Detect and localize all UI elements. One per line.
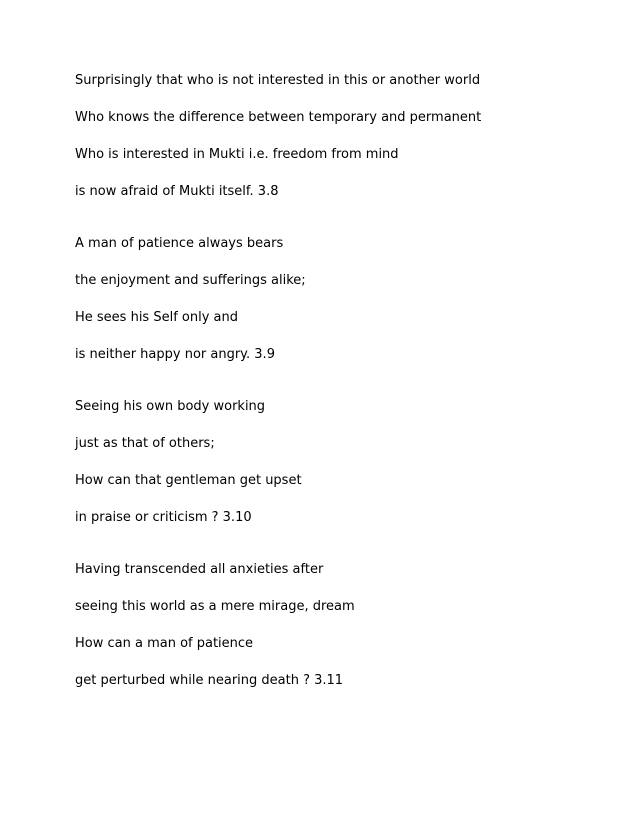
verse-line: is neither happy nor angry. 3.9 <box>75 347 275 362</box>
verse-line: Who is interested in Mukti i.e. freedom from mind <box>75 147 399 162</box>
verse-line: get perturbed while nearing death ? 3.11 <box>75 673 344 688</box>
verse-3-11 <box>75 562 355 710</box>
verse-line: Surprisingly that who is not interested in this or another world <box>75 73 481 88</box>
verse-line: How can a man of patience <box>75 636 254 651</box>
verse-line: in praise or criticism ? 3.10 <box>75 510 252 525</box>
verse-line: How can that gentleman get upset <box>75 473 302 488</box>
verse-3-10 <box>75 399 302 547</box>
verse-line: A man of patience always bears <box>75 236 284 251</box>
verse-3-8 <box>75 73 481 221</box>
verse-line: just as that of others; <box>75 436 215 451</box>
verse-line: is now afraid of Mukti itself. 3.8 <box>75 184 279 199</box>
verse-3-9 <box>75 236 306 384</box>
verse-line: the enjoyment and sufferings alike; <box>75 273 306 288</box>
verse-line: Who knows the difference between temporary and permanent <box>75 110 482 125</box>
verse-line: Seeing his own body working <box>75 399 266 414</box>
verse-line: He sees his Self only and <box>75 310 238 325</box>
verse-line: seeing this world as a mere mirage, dream <box>75 599 355 614</box>
verse-line: Having transcended all anxieties after <box>75 562 324 577</box>
